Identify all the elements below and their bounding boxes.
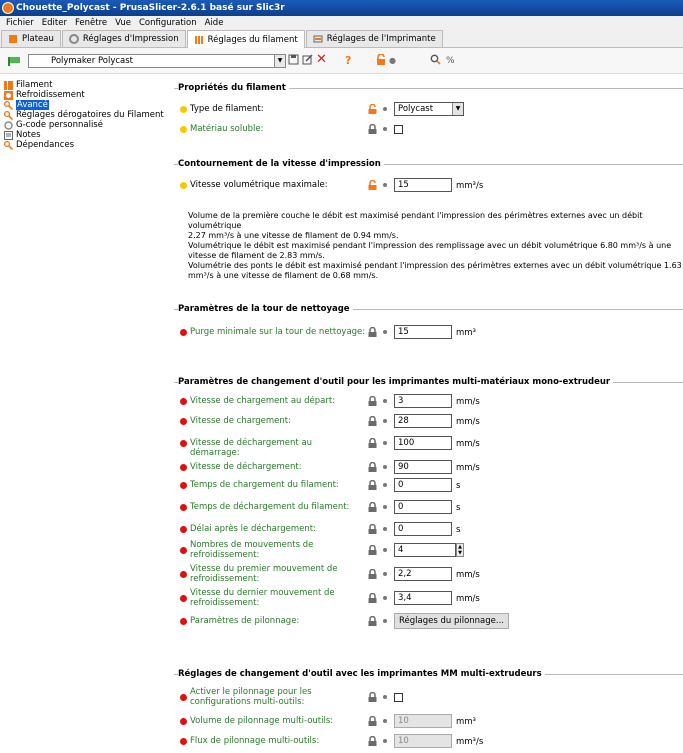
description-line: mm³/s à une vitesse de filament de 0.68 mm/s. [188, 271, 379, 280]
window-title: Chouette_Polycast - PrusaSlicer-2.6.1 basé sur Slic3r [16, 3, 285, 13]
lock-closed-icon[interactable] [368, 569, 377, 579]
sidebar-item-advanced[interactable] [0, 100, 168, 110]
gcode-icon [4, 121, 13, 130]
unit-label: s [456, 503, 461, 513]
toolchange-row [176, 413, 676, 433]
section-speed-override [174, 159, 683, 280]
tab-print-settings[interactable] [62, 30, 186, 47]
section-toolchange-multi-extruder [174, 669, 683, 747]
toolchange-label: Vitesse de chargement: [190, 416, 291, 426]
filament-type-select[interactable] [394, 102, 464, 116]
dot-icon [383, 399, 387, 403]
sidebar-item-filament[interactable] [0, 80, 168, 90]
delay-after-unload-input[interactable]: 0 [394, 522, 452, 536]
description-line: vitesse de filament de 2.83 mm/s. [188, 251, 325, 260]
status-dot [180, 504, 187, 511]
wrench-icon [4, 101, 13, 110]
print-settings-icon [69, 34, 79, 44]
unit-label: mm/s [456, 594, 480, 604]
filament-load-time-input[interactable]: 0 [394, 478, 452, 492]
ramming-label: Paramètres de pilonnage: [190, 616, 300, 626]
min-purge-label: Purge minimale sur la tour de nettoyage: [190, 327, 366, 337]
printer-icon [313, 34, 323, 44]
unit-label: s [456, 525, 461, 535]
section-title: Paramètres de changement d'outil pour les imprimantes multi-matériaux mono-extrudeur [178, 377, 613, 387]
lock-closed-icon[interactable] [368, 327, 377, 337]
dot-icon [383, 330, 387, 334]
wrench-icon [4, 111, 13, 120]
max-volumetric-speed-input[interactable]: 15 [394, 178, 452, 192]
tab-plateau[interactable] [1, 30, 61, 47]
lock-closed-icon[interactable] [368, 480, 377, 490]
filament-unload-time-input[interactable]: 0 [394, 500, 452, 514]
toolchange-row [176, 459, 676, 479]
toolchange-label: Vitesse de déchargement: [190, 462, 302, 472]
unloading-speed-start-input[interactable]: 100 [394, 436, 452, 450]
last-cooling-move-speed-input[interactable]: 3,4 [394, 591, 452, 605]
lock-closed-icon[interactable] [368, 545, 377, 555]
unit-label: mm/s [456, 439, 480, 449]
status-dot [180, 398, 187, 405]
dot-icon [383, 107, 387, 111]
min-purge-row [176, 324, 676, 344]
toolchange-label: Nombres de mouvements de refroidissement: [190, 540, 314, 560]
chevron-down-icon: ▼ [274, 55, 285, 67]
settings-panel [168, 74, 683, 750]
save-preset-icon[interactable] [288, 54, 299, 68]
sidebar-item-custom-gcode[interactable] [0, 120, 168, 130]
sidebar-item-label: Réglages dérogatoires du Filament [16, 110, 164, 120]
sidebar-item-label: Dépendances [16, 140, 75, 150]
preset-name: Polymaker Polycast [51, 56, 134, 66]
dot-icon [383, 739, 387, 743]
status-dot [180, 440, 187, 447]
status-dot [180, 547, 187, 554]
plater-icon [8, 34, 18, 44]
lock-open-icon[interactable] [368, 180, 377, 190]
toolchange-label: Vitesse de déchargement au démarrage: [190, 438, 313, 458]
max-volumetric-speed-row [176, 177, 676, 197]
dot-icon: ● [389, 56, 396, 65]
toolchange-label: Temps de chargement du filament: [190, 480, 339, 490]
dot-icon [383, 441, 387, 445]
ramming-row [176, 613, 676, 633]
min-purge-input[interactable]: 15 [394, 325, 452, 339]
lock-closed-icon[interactable] [368, 593, 377, 603]
sidebar-item-label: Filament [16, 80, 53, 90]
soluble-checkbox[interactable] [394, 125, 403, 134]
lock-icon[interactable] [376, 54, 386, 68]
menu-configuration[interactable]: Configuration [138, 18, 197, 28]
toolchange-label: Vitesse du dernier mouvement de refroidissement: [190, 588, 335, 608]
status-dot [180, 464, 187, 471]
lock-closed-icon[interactable] [368, 692, 377, 702]
lock-closed-icon[interactable] [368, 616, 377, 626]
section-toolchange-single-extruder [174, 377, 683, 626]
menu-aide[interactable]: Aide [204, 18, 224, 28]
tab-printer-settings[interactable] [306, 30, 443, 47]
toolchange-row [176, 499, 676, 519]
soluble-row [176, 121, 676, 141]
lock-closed-icon[interactable] [368, 462, 377, 472]
status-dot [180, 482, 187, 489]
lock-closed-icon[interactable] [368, 124, 377, 134]
ramming-volume-label: Volume de pilonnage multi-outils: [190, 716, 334, 726]
rename-preset-icon[interactable] [302, 54, 313, 68]
ramming-settings-button[interactable]: Réglages du pilonnage... [394, 613, 509, 629]
status-dot [180, 571, 187, 578]
spool-icon [4, 81, 13, 90]
lock-closed-icon[interactable] [368, 416, 377, 426]
ramming-flow-input: 10 [394, 734, 452, 748]
enable-ramming-checkbox[interactable] [394, 693, 403, 702]
sidebar-item-overrides[interactable] [0, 110, 168, 120]
menu-vue[interactable]: Vue [115, 18, 131, 28]
status-dot [180, 418, 187, 425]
status-dot [180, 718, 187, 725]
toolchange-label: Temps de déchargement du filament: [190, 502, 350, 512]
compare-icon[interactable]: % [446, 56, 455, 66]
sidebar-item-label: Notes [16, 130, 41, 140]
lock-open-icon[interactable] [368, 104, 377, 114]
filament-type-value: Polycast [398, 104, 434, 114]
dot-icon [383, 572, 387, 576]
spin-buttons[interactable]: ▲ ▼ [456, 543, 464, 557]
dot-icon [383, 505, 387, 509]
ramming-volume-input: 10 [394, 714, 452, 728]
title-bar [0, 0, 683, 16]
section-title: Réglages de changement d'outil avec les imprimantes MM multi-extrudeurs [178, 669, 545, 679]
menu-fenetre[interactable]: Fenêtre [74, 18, 108, 28]
lock-closed-icon[interactable] [368, 502, 377, 512]
ramming-flow-row [176, 733, 676, 753]
status-dot [180, 595, 187, 602]
dot-icon [383, 419, 387, 423]
dot-icon [383, 465, 387, 469]
toolchange-label: Vitesse de chargement au départ: [190, 396, 336, 406]
status-dot [180, 526, 187, 533]
toolchange-label: Délai après le déchargement: [190, 524, 316, 534]
tab-filament-settings-label: Réglages du filament [207, 34, 298, 45]
first-cooling-move-speed-input[interactable]: 2,2 [394, 567, 452, 581]
status-dot [180, 182, 187, 189]
sidebar-item-label: G-code personnalisé [16, 120, 103, 130]
unit-label: mm/s [456, 463, 480, 473]
sidebar-item-notes[interactable] [0, 130, 168, 140]
toolchange-label: Vitesse du premier mouvement de refroidissement: [190, 564, 338, 584]
dot-icon [383, 596, 387, 600]
status-dot [180, 618, 187, 625]
status-dot [180, 738, 187, 745]
sidebar-item-label: Refroidissement [16, 90, 85, 100]
max-volumetric-speed-label: Vitesse volumétrique maximale: [190, 180, 328, 190]
cooling-moves-input[interactable]: 4 [394, 543, 456, 557]
section-title: Contournement de la vitesse d'impression [178, 159, 384, 169]
dot-icon [383, 483, 387, 487]
notes-icon [4, 131, 13, 140]
tab-filament-settings[interactable] [187, 30, 305, 48]
lock-closed-icon[interactable] [368, 396, 377, 406]
dot-icon [383, 127, 387, 131]
dot-icon [383, 527, 387, 531]
status-dot [180, 126, 187, 133]
lock-closed-icon[interactable] [368, 716, 377, 726]
preset-bar [0, 48, 683, 74]
tab-print-settings-label: Réglages d'Impression [82, 34, 179, 44]
dot-icon [383, 183, 387, 187]
tab-plateau-label: Plateau [22, 34, 54, 44]
toolchange-row [176, 540, 676, 564]
description-line: Volume de la première couche le débit est maximisé pendant l'impression des périmètres externes avec un débit volumétrique [188, 211, 643, 230]
unit-label: mm/s [456, 397, 480, 407]
toolchange-row [176, 564, 676, 588]
spool-icon [194, 35, 204, 45]
soluble-label: Matériau soluble: [190, 124, 264, 134]
unit-label: mm³/s [456, 737, 484, 747]
menu-fichier[interactable]: Fichier [6, 18, 34, 28]
dot-icon [383, 619, 387, 623]
unit-label: mm/s [456, 417, 480, 427]
toolchange-row [176, 435, 676, 458]
sidebar-item-cooling[interactable] [0, 90, 168, 100]
dot-icon [383, 719, 387, 723]
volumetric-description [188, 211, 683, 281]
filament-type-label: Type de filament: [190, 104, 264, 114]
sidebar [0, 74, 168, 750]
lock-closed-icon[interactable] [368, 438, 377, 448]
fan-icon [4, 91, 13, 100]
filament-type-row [176, 101, 676, 121]
dot-icon [383, 548, 387, 552]
unit-label: mm³ [456, 717, 476, 727]
sidebar-item-dependencies[interactable] [0, 140, 168, 150]
search-icon[interactable] [430, 54, 441, 68]
wrench-icon [4, 141, 13, 150]
toolchange-row [176, 588, 676, 612]
unit-label: mm³ [456, 328, 476, 338]
unloading-speed-input[interactable]: 90 [394, 460, 452, 474]
toolchange-row [176, 477, 676, 497]
dot-icon [383, 695, 387, 699]
description-line: Volumétrique le débit est maximisé pendant l'impression des remplissage avec un débit volumétrique 6.80 mm³/s à une [188, 241, 672, 250]
loading-speed-input[interactable]: 28 [394, 414, 452, 428]
prusaslicer-icon [2, 2, 14, 14]
lock-closed-icon[interactable] [368, 524, 377, 534]
status-dot [180, 694, 187, 701]
menu-bar [0, 16, 683, 30]
ramming-flow-label: Flux de pilonnage multi-outils: [190, 736, 320, 746]
help-icon[interactable]: ? [345, 54, 352, 67]
toolchange-row [176, 393, 676, 413]
unit-label: mm/s [456, 570, 480, 580]
section-filament-properties [174, 83, 683, 134]
section-title: Paramètres de la tour de nettoyage [178, 304, 353, 314]
unit-label: s [456, 481, 461, 491]
delete-preset-icon[interactable]: ✕ [316, 52, 327, 67]
preset-combobox[interactable] [28, 54, 286, 68]
enable-ramming-row [176, 687, 676, 711]
description-line: Volumétrie des ponts le débit est maximisé pendant l'impression des périmètres externes avec un débit volumétrique 1.63 [188, 261, 682, 270]
description-line: 2.27 mm³/s à une vitesse de filament de 0.94 mm/s. [188, 231, 399, 240]
section-title: Propriétés du filament [178, 83, 289, 93]
enable-ramming-label: Activer le pilonnage pour les configurations multi-outils: [190, 687, 312, 707]
menu-editer[interactable]: Editer [41, 18, 67, 28]
sidebar-item-label: Avancé [17, 100, 48, 110]
tab-bar [0, 30, 683, 48]
ramming-volume-row [176, 713, 676, 733]
chevron-down-icon: ▼ [452, 103, 463, 115]
lock-closed-icon[interactable] [368, 736, 377, 746]
unit-label: mm³/s [456, 181, 484, 191]
status-dot [180, 106, 187, 113]
status-dot [180, 329, 187, 336]
compatible-flag-icon [8, 57, 20, 66]
section-wipe-tower [174, 304, 683, 338]
tab-printer-settings-label: Réglages de l'Imprimante [326, 34, 436, 44]
loading-speed-start-input[interactable]: 3 [394, 394, 452, 408]
toolchange-row [176, 521, 676, 541]
